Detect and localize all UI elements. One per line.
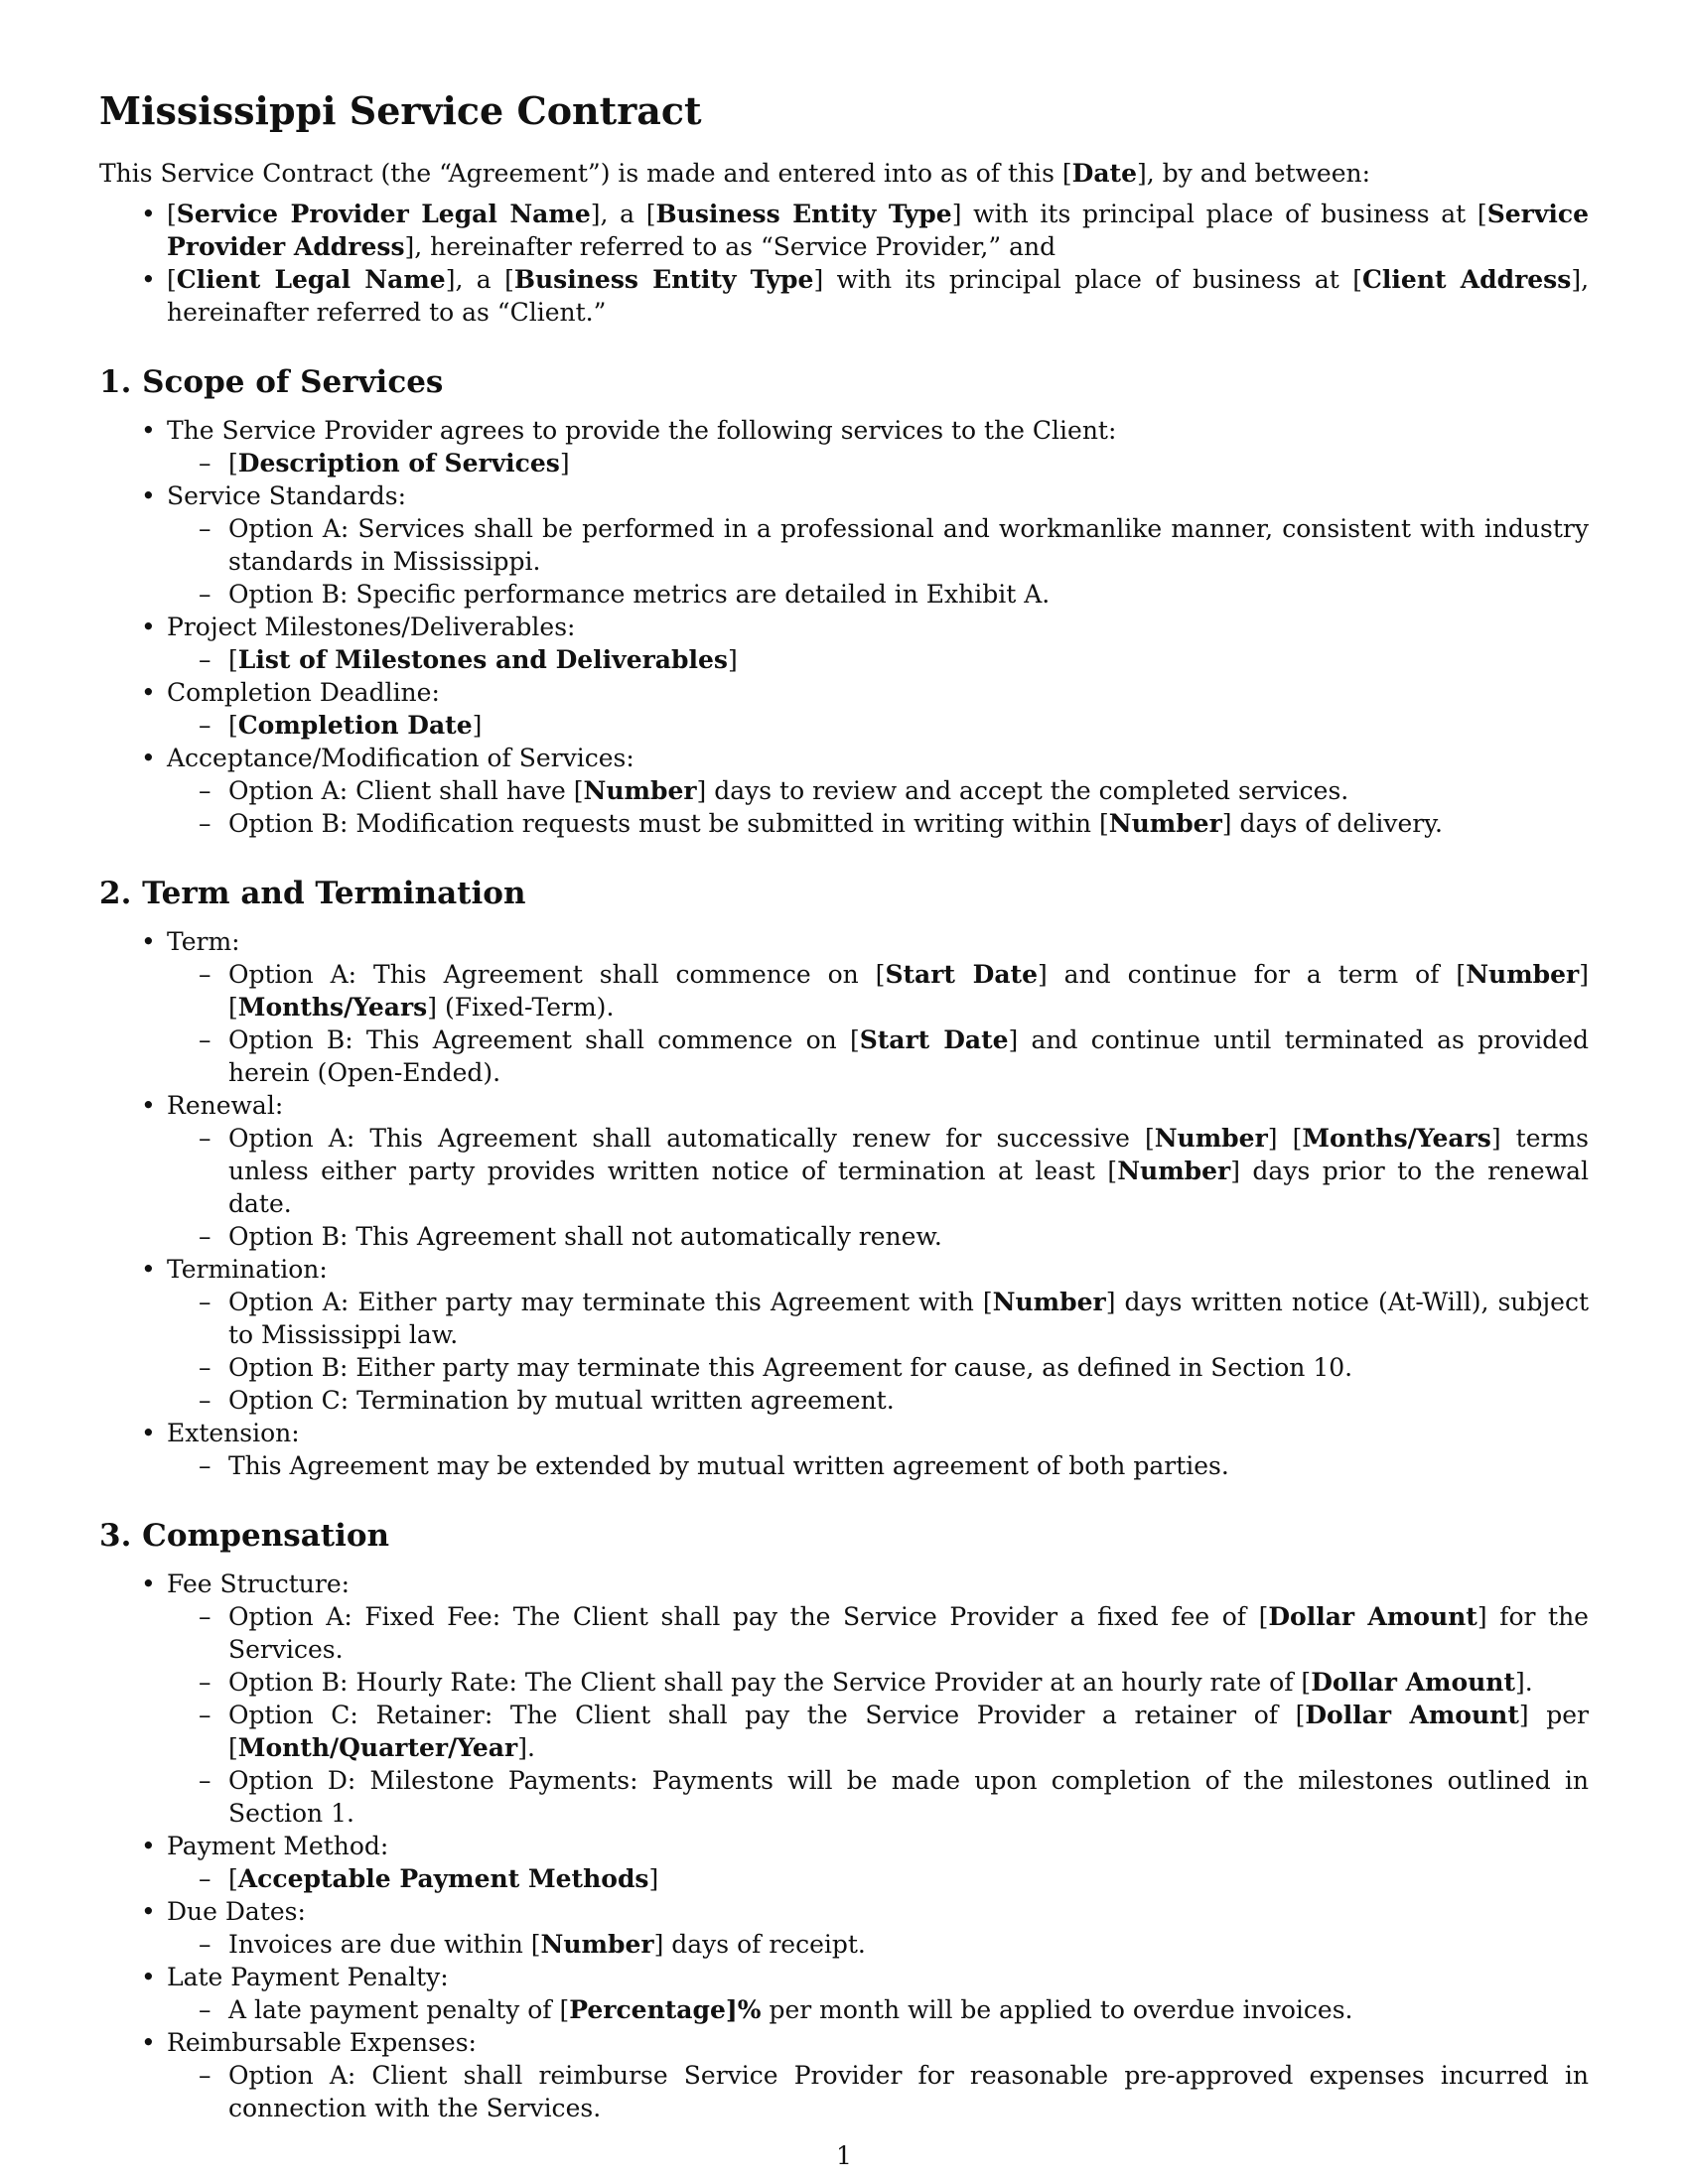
text: ]. [1515,1668,1533,1697]
sub-item [228,1666,1589,1699]
placeholder: Dollar Amount [1305,1701,1519,1729]
party-client [167,263,1589,329]
placeholder: Number [1154,1124,1268,1153]
placeholder: Client Legal Name [176,265,446,294]
text: Option A: Fixed Fee: The Client shall pay the Service Provider a fixed fee of [ [228,1602,1269,1631]
placeholder: Service Provider Legal Name [176,200,591,228]
item-label: Late Payment Penalty: [167,1963,449,1991]
item-label: Reimbursable Expenses: [167,2028,477,2057]
text: [ [228,645,238,674]
placeholder: Service Provider Address [167,200,1589,261]
text: ] with its principal place of business at [ [951,200,1487,228]
placeholder: Acceptable Payment Methods [237,1864,649,1893]
sub-item [228,643,1589,676]
sub-item: – Option C: Termination by mutual written agreement. [228,1384,1589,1417]
party-service-provider [167,198,1589,263]
sub-list [167,512,1589,611]
text: ] terms unless either party provides written notice of termination at least [ [228,1124,1589,1185]
text: [ [167,265,177,294]
placeholder: Business Entity Type [655,200,952,228]
placeholder: Start Date [859,1025,1009,1054]
sub-item: – Option A: Client shall reimburse Service Provider for reasonable pre-approved expenses incurred in connection with the Services. [228,2059,1589,2124]
sub-item [228,1286,1589,1351]
list-item [167,1961,1589,2026]
text: ] [559,449,570,478]
text: ] with its principal place of business at [ [813,265,1363,294]
text: Option A: Either party may terminate this Agreement with [ [228,1288,993,1316]
text: Option B: Hourly Rate: The Client shall pay the Service Provider at an hourly rate of [ [228,1668,1312,1697]
text: Option A: Client shall have [ [228,776,584,805]
intro-paragraph [99,157,1589,190]
date-placeholder: Date [1071,159,1137,188]
text: ] days written notice (At-Will), subject to Mississippi law. [228,1288,1590,1349]
placeholder: Start Date [885,960,1038,989]
sub-item [228,1993,1589,2026]
placeholder: ]% [725,1995,762,2024]
sub-item: – Option A: Services shall be performed in a professional and workmanlike manner, consistent with industry standards in Mississippi. [228,512,1589,578]
item-label: Project Milestones/Deliverables: [167,613,576,641]
placeholder: Month/Quarter/Year [237,1733,518,1762]
sub-item [228,447,1589,479]
sub-item: – Option B: Specific performance metrics are detailed in Exhibit A. [228,578,1589,611]
intro-text: This Service Contract (the “Agreement”) is made and entered into as of this [ [99,159,1072,188]
placeholder: Number [992,1288,1106,1316]
sub-item: – This Agreement may be extended by mutual written agreement of both parties. [228,1449,1589,1482]
text: ] [ [1267,1124,1303,1153]
sub-item: – Option D: Milestone Payments: Payments will be made upon completion of the milestones outlined in Section 1. [228,1764,1589,1830]
sub-item [228,807,1589,840]
sub-list [167,1122,1589,1253]
sub-list [167,1862,1589,1895]
text: Option B: This Agreement shall commence on [ [228,1025,860,1054]
text: Option A: This Agreement shall commence on [ [228,960,886,989]
text: ], a [ [590,200,656,228]
sub-item [228,1928,1589,1961]
placeholder: List of Milestones and Deliverables [237,645,728,674]
list-item [167,414,1589,479]
sub-item: – Option B: This Agreement shall not automatically renew. [228,1220,1589,1253]
text: ] and continue until terminated as provided herein (Open-Ended). [228,1025,1589,1087]
item-label: Renewal: [167,1091,284,1120]
placeholder: Dollar Amount [1268,1602,1477,1631]
item-label: Completion Deadline: [167,678,440,707]
sub-item [228,1600,1589,1666]
placeholder: Dollar Amount [1311,1668,1516,1697]
sub-item [228,774,1589,807]
parties-list [99,198,1589,329]
placeholder: Number [1466,960,1580,989]
page-number: 1 [836,2141,852,2170]
text: ] [472,711,483,740]
document-content [99,87,1589,2124]
item-label: Extension: [167,1419,300,1447]
list-item [167,676,1589,742]
placeholder: Number [540,1930,654,1959]
text: ] days to review and accept the completed services. [696,776,1349,805]
text: A late payment penalty of [ [228,1995,570,2024]
sub-item [228,1024,1589,1089]
sub-item [228,709,1589,742]
sub-list [167,1600,1589,1830]
text: ] per [ [228,1701,1589,1762]
text: ], hereinafter referred to as “Service Provider,” and [404,232,1056,261]
item-label: Acceptance/Modification of Services: [167,744,634,772]
placeholder: Number [583,776,697,805]
text: ] [ [228,960,1589,1022]
text: ] and continue for a term of [ [1037,960,1467,989]
sub-list [167,447,1589,479]
sub-list [167,958,1589,1089]
placeholder: Months/Years [237,993,428,1022]
text: per month will be applied to overdue invoices. [761,1995,1353,2024]
item-label: Term: [167,927,240,956]
section-heading-scope: 1. Scope of Services [99,364,444,400]
list-item [167,1568,1589,1830]
text: [ [228,1864,238,1893]
sub-list [167,774,1589,840]
text: ] days of receipt. [653,1930,866,1959]
list-item [167,1253,1589,1417]
placeholder: Number [1117,1157,1231,1185]
sub-item [228,1699,1589,1764]
text: ], a [ [445,265,514,294]
text: ]. [517,1733,535,1762]
text: [ [228,449,238,478]
item-label: Payment Method: [167,1832,389,1860]
list-item [167,1089,1589,1253]
sub-item [228,1862,1589,1895]
list-item [167,2026,1589,2124]
list-item [167,479,1589,611]
text: Option C: Retainer: The Client shall pay the Service Provider a retainer of [ [228,1701,1306,1729]
text: ] (Fixed-Term). [427,993,615,1022]
text: ] days prior to the renewal date. [228,1157,1590,1218]
document-title: Mississippi Service Contract [99,88,702,133]
sub-list [167,1928,1589,1961]
item-label: Fee Structure: [167,1570,351,1598]
placeholder: Client Address [1362,265,1572,294]
sub-list [167,1993,1589,2026]
sub-item [228,958,1589,1024]
placeholder: Completion Date [237,711,473,740]
text: [ [228,711,238,740]
term-list [99,925,1589,1482]
list-item [167,611,1589,676]
list-item [167,1417,1589,1482]
list-item [167,1830,1589,1895]
sub-list [167,643,1589,676]
section-heading-term: 2. Term and Termination [99,876,526,911]
text: Option A: This Agreement shall automatically renew for successive [ [228,1124,1155,1153]
section-heading-compensation: 3. Compensation [99,1518,390,1554]
item-label: Due Dates: [167,1897,306,1926]
intro-text: ], by and between: [1137,159,1371,188]
text: ], hereinafter referred to as “Client.” [167,265,1590,327]
placeholder: Number [1108,809,1222,838]
text: Invoices are due within [ [228,1930,541,1959]
sub-item: – Option B: Either party may terminate this Agreement for cause, as defined in Section 10. [228,1351,1589,1384]
list-item [167,1895,1589,1961]
text: ] [727,645,738,674]
scope-list [99,414,1589,840]
text: Option B: Modification requests must be submitted in writing within [ [228,809,1109,838]
placeholder: Description of Services [237,449,560,478]
text: [ [167,200,177,228]
text: ] days of delivery. [1221,809,1443,838]
placeholder: Business Entity Type [513,265,814,294]
sub-list [167,709,1589,742]
sub-item [228,1122,1589,1220]
item-label: Termination: [167,1255,328,1284]
sub-list [167,1449,1589,1482]
list-item [167,925,1589,1089]
placeholder: Months/Years [1302,1124,1491,1153]
text: ] for the Services. [228,1602,1589,1664]
item-label: The Service Provider agrees to provide the following services to the Client: [167,416,1117,445]
sub-list [167,1286,1589,1417]
text: ] [648,1864,659,1893]
sub-list [167,2059,1589,2124]
placeholder: Percentage [569,1995,726,2024]
list-item [167,742,1589,840]
item-label: Service Standards: [167,481,407,510]
compensation-list [99,1568,1589,2124]
